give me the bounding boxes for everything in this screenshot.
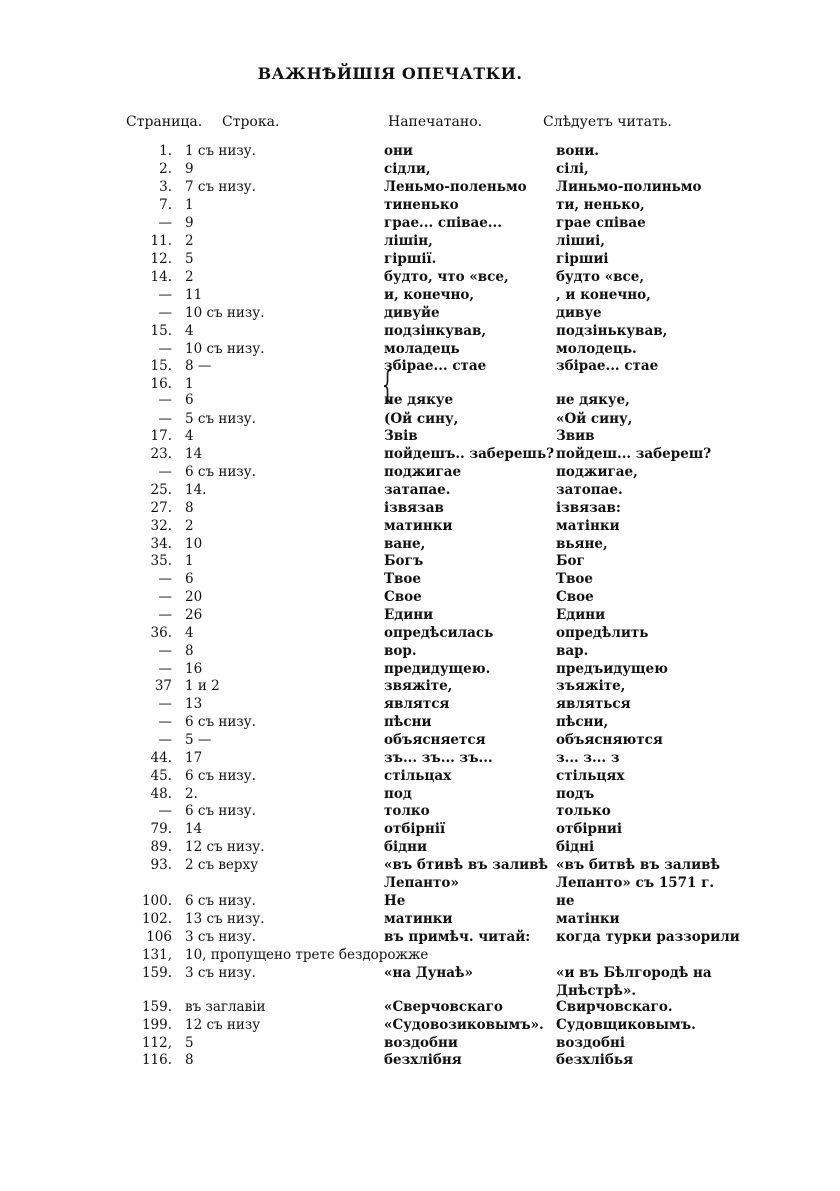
printed-text: затапае.	[384, 482, 451, 498]
table-row	[0, 499, 840, 517]
correct-text: , и конечно,	[556, 287, 651, 303]
page-number: 37	[154, 678, 172, 694]
page-number: —	[158, 464, 172, 480]
line-number: въ заглавіи	[185, 999, 266, 1015]
page-number: 27.	[150, 500, 172, 516]
printed-text: Богъ	[384, 553, 424, 569]
page-number: —	[158, 643, 172, 659]
correct-text: з... з... з	[556, 750, 620, 766]
line-number: 6 съ низу.	[185, 893, 256, 909]
table-row	[0, 1051, 840, 1069]
page-number: —	[158, 571, 172, 587]
table-row	[0, 892, 840, 910]
correct-text: гіршиі	[556, 251, 609, 267]
page-number: —	[158, 287, 172, 303]
page-number: 45.	[150, 768, 172, 784]
correct-text: безхлібья	[556, 1052, 634, 1068]
printed-text: опредѣсилась	[384, 625, 494, 641]
correct-text: стільцях	[556, 768, 625, 784]
printed-text: воздобни	[384, 1035, 458, 1051]
table-row	[0, 250, 840, 268]
printed-text: поджигае	[384, 464, 462, 480]
table-row	[0, 928, 840, 946]
table-row	[0, 624, 840, 642]
line-number: 7 съ низу.	[185, 179, 256, 195]
page-number: 89.	[150, 839, 172, 855]
printed-text: «Сверчовскаго	[384, 999, 503, 1015]
correct-text: «въ битвѣ въ заливѣ	[556, 857, 721, 873]
table-row	[0, 142, 840, 160]
line-number: 6 съ низу.	[185, 464, 256, 480]
table-row	[0, 838, 840, 856]
printed-text: стільцах	[384, 768, 452, 784]
printed-text: Не	[384, 893, 406, 909]
page-number: —	[158, 392, 172, 408]
page-number: 3.	[159, 179, 172, 195]
table-row	[0, 463, 840, 481]
printed-text: и, конечно,	[384, 287, 475, 303]
printed-text: пойдешъ.. заберешь?	[384, 446, 555, 462]
printed-text: ване,	[384, 536, 426, 552]
line-number: 11	[185, 287, 203, 303]
page-number: 17.	[150, 428, 172, 444]
printed-text: толко	[384, 803, 430, 819]
correct-text: «Ой сину,	[556, 411, 633, 427]
table-row	[0, 160, 840, 178]
page-number: 32.	[150, 518, 172, 534]
printed-text: матинки	[384, 518, 453, 534]
table-row	[0, 1034, 840, 1052]
page-number: —	[158, 803, 172, 819]
page-number: 112,	[141, 1035, 172, 1051]
line-number: 4	[185, 625, 194, 641]
page-number: 1.	[159, 143, 172, 159]
correct-text: вони.	[556, 143, 599, 159]
correct-text: сілі,	[556, 161, 589, 177]
page-number: —	[158, 661, 172, 677]
line-number: 13 съ низу.	[185, 911, 265, 927]
line-number: 10 съ низу.	[185, 341, 265, 357]
correct-text: зъяжіте,	[556, 678, 626, 694]
printed-text: бідни	[384, 839, 428, 855]
printed-text: грае... співае...	[384, 215, 502, 231]
line-number: 1 и 2	[185, 678, 220, 694]
table-row	[0, 695, 840, 713]
table-row	[0, 410, 840, 428]
printed-text: лішін,	[384, 233, 433, 249]
printed-text: «Судовозиковымъ».	[384, 1017, 544, 1033]
line-number: 2.	[185, 786, 198, 802]
table-row	[0, 268, 840, 286]
printed-text: вор.	[384, 643, 417, 659]
line-number: 3 съ низу.	[185, 929, 256, 945]
printed-text: Звів	[384, 428, 418, 444]
correct-text: матінки	[556, 911, 620, 927]
correct-text: Днѣстрѣ».	[556, 983, 637, 999]
page-number: 131,	[141, 947, 172, 963]
page-number: —	[158, 341, 172, 357]
printed-text: пѣсни	[384, 714, 432, 730]
correct-text: не	[556, 893, 575, 909]
correct-text: отбірниі	[556, 821, 622, 837]
printed-text: подзінкував,	[384, 323, 487, 339]
page-number: —	[158, 714, 172, 730]
line-number: 17	[185, 750, 203, 766]
printed-text: гіршії.	[384, 251, 437, 267]
table-row	[0, 427, 840, 445]
printed-text: Лепанто»	[384, 875, 459, 891]
page-number: 159.	[141, 965, 172, 981]
page-number: 199.	[141, 1017, 172, 1033]
table-row	[0, 196, 840, 214]
printed-text: «въ бтивѣ въ заливѣ	[384, 857, 549, 873]
correct-text: Звив	[556, 428, 595, 444]
table-row	[0, 535, 840, 553]
table-row	[0, 481, 840, 499]
page-number: 25.	[150, 482, 172, 498]
header-read: Слѣдуетъ читать.	[543, 114, 672, 130]
line-number: 1	[185, 197, 194, 213]
line-number: 9	[185, 161, 194, 177]
correct-text: вар.	[556, 643, 589, 659]
page-number: 79.	[150, 821, 172, 837]
page-number: 100.	[141, 893, 172, 909]
correct-text: объясняются	[556, 732, 663, 748]
correct-text: Свирчовскаго.	[556, 999, 673, 1015]
line-number: 3 съ низу.	[185, 965, 256, 981]
correct-text: молодець.	[556, 341, 637, 357]
correct-text: збірае... стае	[556, 358, 659, 374]
page-number: 15.	[150, 358, 172, 374]
page-number: 48.	[150, 786, 172, 802]
line-number: 9	[185, 215, 194, 231]
correct-text: пойдеш... забереш?	[556, 446, 712, 462]
table-row	[0, 391, 840, 409]
table-row	[0, 874, 840, 892]
page-number: —	[158, 411, 172, 427]
correct-text: лішиі,	[556, 233, 605, 249]
page-number: 2.	[159, 161, 172, 177]
correct-text: поджигае,	[556, 464, 638, 480]
page-number: 159.	[141, 999, 172, 1015]
correct-text: вьяне,	[556, 536, 608, 552]
correct-text: дивуе	[556, 305, 602, 321]
printed-text: под	[384, 786, 412, 802]
line-number: 1	[185, 376, 194, 392]
table-row	[0, 820, 840, 838]
table-row	[0, 357, 840, 375]
page-number: 116.	[141, 1052, 172, 1068]
correct-text: Линьмо-полиньмо	[556, 179, 702, 195]
correct-text: ти, ненько,	[556, 197, 645, 213]
correct-text: ізвязав:	[556, 500, 621, 516]
printed-text: отбірнії	[384, 821, 446, 837]
table-row	[0, 998, 840, 1016]
table-row	[0, 749, 840, 767]
header-page: Страница.	[126, 114, 203, 130]
line-number: 4	[185, 323, 194, 339]
table-row	[0, 713, 840, 731]
header-line: Строка.	[222, 114, 280, 130]
correct-text: не дякуе,	[556, 392, 630, 408]
page-number: 44.	[150, 750, 172, 766]
table-row	[0, 964, 840, 982]
line-number: 5	[185, 1035, 194, 1051]
table-row	[0, 445, 840, 463]
correct-text: опредѣлить	[556, 625, 649, 641]
correct-text: Судовщиковымъ.	[556, 1017, 696, 1033]
correct-text: предъидущею	[556, 661, 668, 677]
page-number: 34.	[150, 536, 172, 552]
line-number: 26	[185, 607, 203, 623]
table-row	[0, 642, 840, 660]
line-number: 10	[185, 536, 203, 552]
page-title: ВАЖНѢЙШІЯ ОПЕЧАТКИ.	[257, 64, 523, 83]
line-number: 8	[185, 643, 194, 659]
line-number: 16	[185, 661, 203, 677]
grouping-brace: {	[381, 365, 394, 406]
correct-text: бідні	[556, 839, 595, 855]
correct-text: являться	[556, 696, 631, 712]
printed-text: Твое	[384, 571, 422, 587]
printed-text: сідли,	[384, 161, 431, 177]
line-number: 6	[185, 571, 194, 587]
line-number: 6	[185, 392, 194, 408]
correct-text: Свое	[556, 589, 594, 605]
table-row	[0, 856, 840, 874]
line-number: 10, пропущено третє бездорожже	[185, 947, 429, 963]
printed-text: они	[384, 143, 413, 159]
line-number: 2	[185, 233, 194, 249]
correct-text: затопае.	[556, 482, 623, 498]
table-row	[0, 606, 840, 624]
table-row	[0, 304, 840, 322]
table-row	[0, 517, 840, 535]
line-number: 2	[185, 518, 194, 534]
table-row	[0, 946, 840, 964]
page-number: —	[158, 589, 172, 605]
page-number: 106	[146, 929, 172, 945]
line-number: 10 съ низу.	[185, 305, 265, 321]
line-number: 6 съ низу.	[185, 714, 256, 730]
printed-text: дивуйе	[384, 305, 440, 321]
page-number: 14.	[150, 269, 172, 285]
line-number: 5 —	[185, 732, 212, 748]
table-row	[0, 232, 840, 250]
table-row	[0, 286, 840, 304]
line-number: 5	[185, 251, 194, 267]
line-number: 1 съ низу.	[185, 143, 256, 159]
printed-text: являтся	[384, 696, 450, 712]
correct-text: Твое	[556, 571, 594, 587]
page-number: —	[158, 732, 172, 748]
printed-text: (Ой сину,	[384, 411, 459, 427]
page-number: 12.	[150, 251, 172, 267]
printed-text: «на Дунаѣ»	[384, 965, 473, 981]
line-number: 14	[185, 446, 203, 462]
table-row	[0, 785, 840, 803]
correct-text: матінки	[556, 518, 620, 534]
correct-text: подзінькував,	[556, 323, 668, 339]
correct-text: Лепанто» съ 1571 г.	[556, 875, 715, 891]
correct-text: только	[556, 803, 611, 819]
table-row	[0, 677, 840, 695]
printed-text: Леньмо-поленьмо	[384, 179, 527, 195]
table-row	[0, 802, 840, 820]
page-number: 23.	[150, 446, 172, 462]
line-number: 8	[185, 1052, 194, 1068]
printed-text: збірае... стае	[384, 358, 487, 374]
line-number: 2	[185, 269, 194, 285]
printed-text: предидущею.	[384, 661, 491, 677]
header-printed: Напечатано.	[388, 114, 483, 130]
printed-text: въ примѣч. читай:	[384, 929, 531, 945]
correct-text: воздобні	[556, 1035, 626, 1051]
page-number: 15.	[150, 323, 172, 339]
table-row	[0, 910, 840, 928]
line-number: 4	[185, 428, 194, 444]
page-number: —	[158, 305, 172, 321]
table-row	[0, 340, 840, 358]
printed-text: зъ... зъ... зъ...	[384, 750, 493, 766]
line-number: 13	[185, 696, 203, 712]
printed-text: тиненько	[384, 197, 459, 213]
table-row	[0, 178, 840, 196]
printed-text: Свое	[384, 589, 422, 605]
printed-text: звяжіте,	[384, 678, 453, 694]
table-row	[0, 731, 840, 749]
line-number: 6 съ низу.	[185, 803, 256, 819]
table-row	[0, 214, 840, 232]
printed-text: объясняется	[384, 732, 486, 748]
line-number: 5 съ низу.	[185, 411, 256, 427]
table-row	[0, 767, 840, 785]
table-row	[0, 570, 840, 588]
correct-text: когда турки раззорили	[556, 929, 740, 945]
table-row	[0, 588, 840, 606]
printed-text: моладець	[384, 341, 460, 357]
line-number: 20	[185, 589, 203, 605]
printed-text: не дякуе	[384, 392, 454, 408]
page-number: 16.	[150, 376, 172, 392]
line-number: 12 съ низу	[185, 1017, 261, 1033]
line-number: 1	[185, 553, 194, 569]
correct-text: грае співае	[556, 215, 646, 231]
correct-text: Едини	[556, 607, 606, 623]
printed-text: ізвязав	[384, 500, 444, 516]
line-number: 8	[185, 500, 194, 516]
correct-text: Бог	[556, 553, 585, 569]
line-number: 12 съ низу.	[185, 839, 265, 855]
printed-text: Едини	[384, 607, 434, 623]
correct-text: подъ	[556, 786, 595, 802]
table-row	[0, 322, 840, 340]
line-number: 14.	[185, 482, 207, 498]
line-number: 14	[185, 821, 203, 837]
table-row	[0, 660, 840, 678]
line-number: 6 съ низу.	[185, 768, 256, 784]
line-number: 2 съ верху	[185, 857, 259, 873]
page-number: 11.	[150, 233, 172, 249]
page-number: —	[158, 215, 172, 231]
page-number: 36.	[150, 625, 172, 641]
page-number: 93.	[150, 857, 172, 873]
page-number: —	[158, 696, 172, 712]
printed-text: матинки	[384, 911, 453, 927]
correct-text: пѣсни,	[556, 714, 609, 730]
table-row	[0, 552, 840, 570]
table-row	[0, 1016, 840, 1034]
page-number: —	[158, 607, 172, 623]
printed-text: безхлібня	[384, 1052, 462, 1068]
page-number: 7.	[159, 197, 172, 213]
page-number: 102.	[141, 911, 172, 927]
line-number: 8 —	[185, 358, 212, 374]
correct-text: будто «все,	[556, 269, 645, 285]
correct-text: «и въ Бѣлгородѣ на	[556, 965, 712, 981]
printed-text: будто, что «все,	[384, 269, 509, 285]
page-number: 35.	[150, 553, 172, 569]
